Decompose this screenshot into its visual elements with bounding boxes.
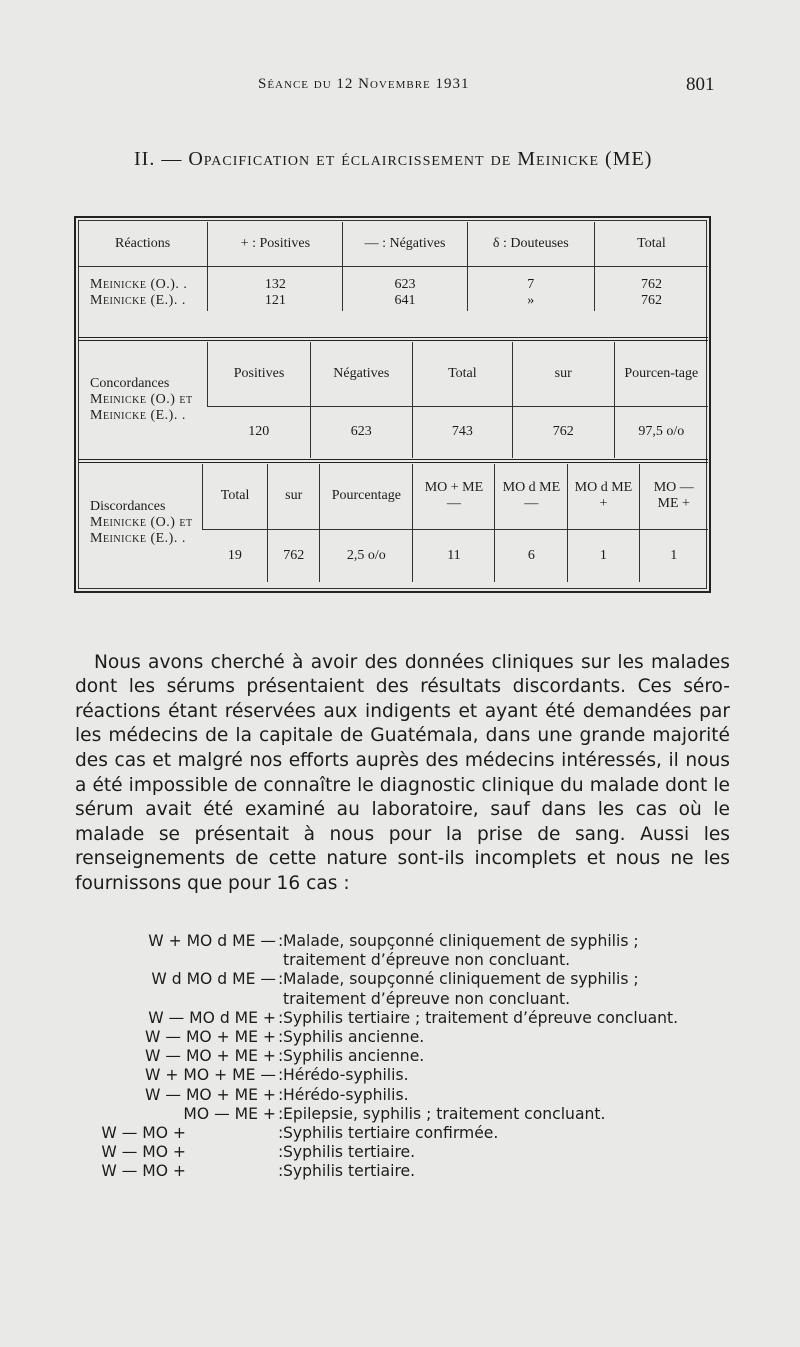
case-description: Hérédo-syphilis. [283, 1085, 409, 1104]
running-head-title: Séance du 12 Novembre 1931 [258, 76, 470, 92]
table-cell [343, 267, 467, 312]
table-separator [78, 337, 708, 341]
table-cell [208, 267, 343, 312]
colon: : [278, 1027, 284, 1046]
table-cell: 19 [227, 547, 242, 563]
colon: : [278, 1008, 284, 1027]
table-cell: 6 [495, 529, 568, 582]
row-label-line: Meinicke (E.). . [90, 293, 186, 308]
table-header-cell: Négatives [310, 342, 412, 406]
table-cell: 1 [639, 529, 708, 582]
table-header-row [78, 342, 708, 406]
case-description: Syphilis ancienne. [283, 1027, 425, 1046]
colon: : [278, 1085, 284, 1104]
table-cell: 762 [512, 406, 614, 458]
cell-value: » [527, 293, 535, 308]
table-cell: 762 [268, 529, 320, 582]
page-number: 801 [686, 74, 715, 95]
row-label-line: Meinicke (E.). . [90, 531, 186, 546]
discordances-table [78, 464, 708, 582]
reactions-table [78, 222, 708, 311]
colon: : [278, 1143, 284, 1162]
case-description: Syphilis tertiaire confirmée. [283, 1123, 499, 1142]
table-cell: 120 [248, 424, 270, 440]
cell-value: 641 [394, 293, 416, 308]
row-label-line: Meinicke (E.). . [90, 408, 186, 423]
row-label [78, 342, 208, 458]
case-code: W — MO + [101, 1143, 186, 1162]
colon: : [278, 932, 284, 950]
table-header-cell: Positives [208, 342, 310, 406]
table-header-cell: + : Positives [208, 222, 343, 267]
table-header-cell: Total [203, 464, 268, 529]
table-header-cell: δ : Douteuses [467, 222, 594, 267]
colon: : [278, 1162, 284, 1181]
table-header-cell: Total [594, 222, 708, 267]
case-description: Syphilis tertiaire. [283, 1143, 416, 1162]
table-separator [78, 459, 708, 463]
table-cell: 743 [412, 406, 512, 458]
table-header-cell: sur [268, 464, 320, 529]
row-label-line: Concordances [90, 376, 170, 391]
cell-value: 7 [527, 277, 535, 292]
table-row [78, 267, 708, 312]
table-header-cell: sur [512, 342, 614, 406]
table-cell [594, 267, 708, 312]
table-cell: 623 [310, 406, 412, 458]
case-description: Syphilis tertiaire ; traitement d’épreuve concluant. [283, 1008, 679, 1027]
table-cell [467, 267, 594, 312]
case-code: W — MO + [101, 1162, 186, 1181]
table-header-cell: MO d ME + [568, 464, 639, 529]
table-header-row [78, 222, 708, 267]
running-head [0, 74, 800, 98]
body-paragraph: Nous avons cherché à avoir des données cliniques sur les malades dont les sérums présentaient des résultats discordants. Ces séro-réactions étant réservées aux indigents et ayant été demandées par les médecins de la capitale de Guatémala, dans une grande majorité des cas et malgré nos efforts auprès des médecins intéressés, il nous a été impossible de connaître le diagnostic clinique du malade dont le sérum avait été examiné au laboratoire, sauf dans les cas où le malade se présentait à nous pour la prise de sang. Aussi les renseignements de cette nature sont-ils incomplets et nous ne les fournissons que pour 16 cas : [75, 651, 730, 894]
table-header-cell: Pourcentage [320, 464, 413, 529]
row-label-line: Meinicke (O.). . [90, 277, 188, 292]
case-description: Malade, soupçonné cliniquement de syphilis ; traitement d’épreuve non concluant. [283, 970, 639, 1008]
case-code: W — MO + [101, 1123, 186, 1142]
table-header-cell: MO d ME — [495, 464, 568, 529]
cell-value: 762 [640, 293, 662, 308]
case-description: Epilepsie, syphilis ; traitement concluant. [283, 1104, 606, 1123]
row-label [78, 267, 208, 312]
cell-value: 121 [264, 293, 286, 308]
table-cell: 97,5 o/o [614, 406, 708, 458]
row-label-line: Meinicke (O.) et [90, 515, 193, 530]
case-code: W + MO d ME — [148, 932, 276, 950]
row-label-line: Discordances [90, 499, 166, 514]
case-description: Syphilis ancienne. [283, 1047, 425, 1066]
table-header-cell: — : Négatives [343, 222, 467, 267]
case-code: W — MO d ME + [148, 1008, 276, 1027]
row-label-line: Meinicke (O.) et [90, 392, 193, 407]
colon: : [278, 1047, 284, 1066]
table-header-cell: Réactions [78, 222, 208, 267]
cell-value: 762 [640, 277, 662, 292]
case-description: Syphilis tertiaire. [283, 1162, 416, 1181]
table-header-cell: MO — ME + [639, 464, 708, 529]
table-cell: 11 [413, 529, 495, 582]
table-header-cell: Pourcen-tage [614, 342, 708, 406]
table-header-cell: MO + ME — [413, 464, 495, 529]
colon: : [278, 1104, 284, 1123]
case-description: Malade, soupçonné cliniquement de syphilis ; traitement d’épreuve non concluant. [283, 932, 639, 970]
table-header-row [78, 464, 708, 529]
case-code: W — MO + ME + [145, 1085, 276, 1104]
colon: : [278, 970, 284, 989]
table-cell: 1 [568, 529, 639, 582]
row-label [78, 464, 203, 582]
cell-value: 623 [394, 277, 416, 292]
section-heading: II. — Opacification et éclaircissement de Meinicke (ME) [134, 148, 653, 170]
colon: : [278, 1066, 284, 1085]
case-code: W — MO + ME + [145, 1047, 276, 1066]
case-description: Hérédo-syphilis. [283, 1066, 409, 1085]
concordances-table [78, 342, 708, 458]
table-header-cell: Total [412, 342, 512, 406]
case-code: W + MO + ME — [145, 1066, 276, 1085]
case-code: W d MO d ME — [151, 970, 276, 989]
case-code: MO — ME + [183, 1104, 276, 1123]
table-cell: 2,5 o/o [320, 529, 413, 582]
case-code: W — MO + ME + [145, 1027, 276, 1046]
cell-value: 132 [264, 277, 286, 292]
colon: : [278, 1123, 284, 1142]
